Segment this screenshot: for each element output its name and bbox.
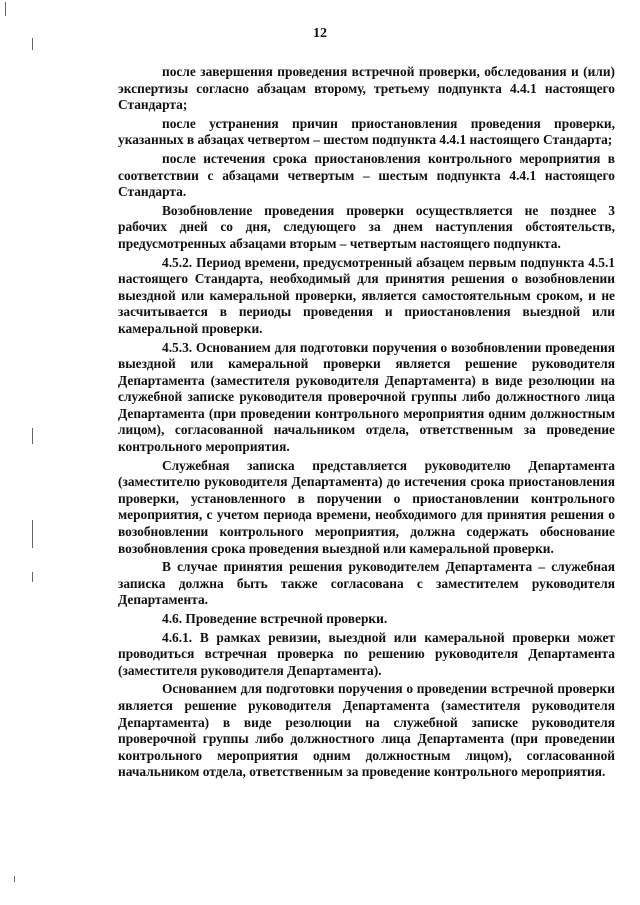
paragraph: Возобновление проведения проверки осуществляется не позднее 3 рабочих дней со дня, следующего за днем наступления обстоятельств, предусмотренных абзацами вторым – четвертым настоящего подпункта. (118, 202, 615, 251)
scan-artifact-line (14, 876, 15, 882)
scan-artifact-line (32, 520, 33, 548)
scan-artifact-line (32, 572, 33, 582)
paragraph: 4.5.2. Период времени, предусмотренный абзацем первым подпункта 4.5.1 настоящего Стандарта, необходимый для принятия решения о возобновлении выездной или камеральной проверки, является самостоятельным сроком, и не засчитывается в периоды проведения и приостановления выездной или камеральной проверки. (118, 254, 615, 336)
paragraph: после завершения проведения встречной проверки, обследования и (или) экспертизы согласно абзацам второму, третьему подпункта 4.4.1 настоящего Стандарта; (118, 64, 615, 113)
paragraph: Основанием для подготовки поручения о проведении встречной проверки является решение руководителя Департамента (заместителя руководителя Департамента) в виде резолюции на служебной записке руководителя проверочной группы либо должностного лица Департамента (при проведении контрольного мероприятия одним должностным лицом), согласованной начальником отдела, ответственным за проведение контрольного мероприятия. (118, 681, 615, 780)
paragraph: после истечения срока приостановления контрольного мероприятия в соответствии с абзацами четвертым – шестым подпункта 4.4.1 настоящего Стандарта. (118, 150, 615, 200)
scan-artifact-line (5, 2, 6, 16)
scan-artifact-line (32, 428, 33, 444)
paragraph: В случае принятия решения руководителем Департамента – служебная записка должна быть также согласована с заместителем руководителя Департамента. (118, 559, 615, 608)
document-body (118, 64, 615, 781)
paragraph: 4.5.3. Основанием для подготовки поручения о возобновлении проведения выездной или камеральной проверки является решение руководителя Департамента (заместителя руководителя Департамента) в виде резолюции на служебной записке руководителя проверочной группы либо должностного лица Департамента (при проведении контрольного мероприятия одним должностным лицом), согласованной начальником отдела, ответственным за проведение контрольного мероприятия. (118, 339, 615, 455)
paragraph: Служебная записка представляется руководителю Департамента (заместителю руководителя Департамента) до истечения срока приостановления проверки, установленного в поручении о приостановлении контрольного мероприятия, с учетом периода времени, необходимого для принятия решения о возобновлении контрольного мероприятия, должна содержать обоснование возобновления срока проведения выездной или камеральной проверки. (118, 457, 615, 556)
paragraph: 4.6.1. В рамках ревизии, выездной или камеральной проверки может проводиться встречная проверка по решению руководителя Департамента (заместителя руководителя Департамента). (118, 629, 615, 678)
section-heading: 4.6. Проведение встречной проверки. (162, 611, 388, 626)
paragraph: после устранения причин приостановления проведения проверки, указанных в абзацах четвертом – шестом подпункта 4.4.1 настоящего Стандарта; (118, 115, 615, 148)
page-number: 12 (313, 26, 327, 41)
